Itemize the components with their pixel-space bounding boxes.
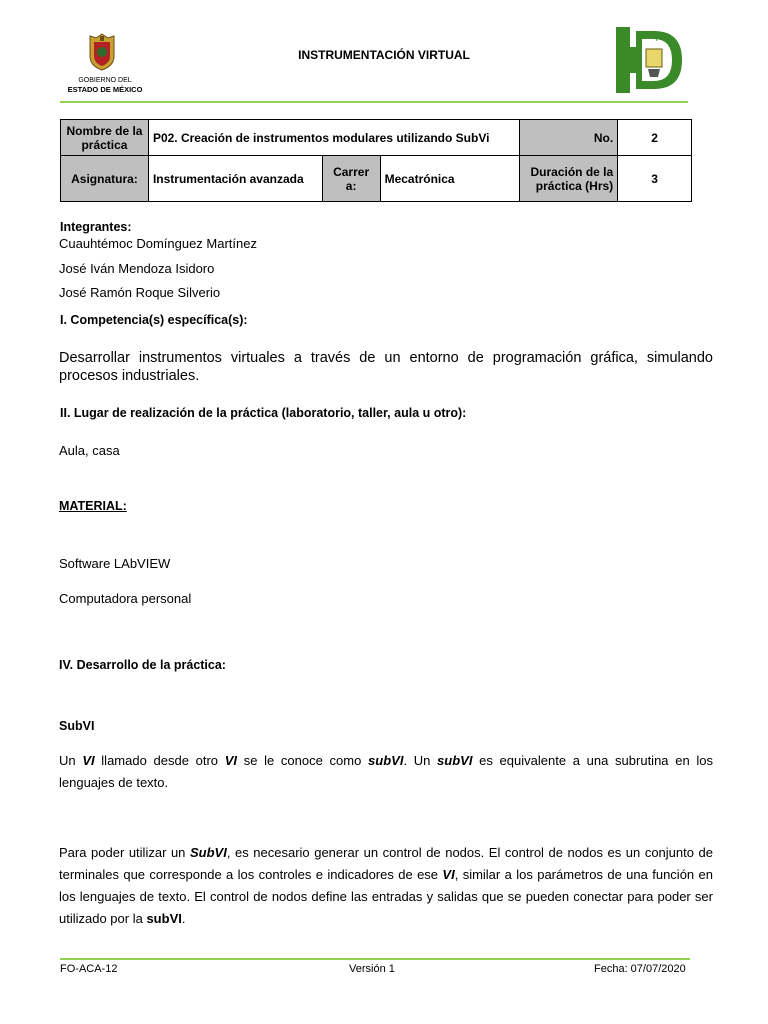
lugar-heading: II. Lugar de realización de la práctica (laboratorio, taller, aula u otro): bbox=[60, 406, 467, 420]
footer-divider bbox=[60, 958, 690, 960]
footer-code: FO-ACA-12 bbox=[60, 963, 118, 975]
government-logo-text bbox=[60, 76, 150, 95]
competencia-text: Desarrollar instrumentos virtuales a través de un entorno de programación gráfica, simulando procesos industriales. bbox=[59, 350, 713, 384]
member-3: José Ramón Roque Silverio bbox=[59, 285, 221, 300]
career-value: Mecatrónica bbox=[380, 156, 520, 202]
subject-label: Asignatura: bbox=[61, 156, 149, 202]
gov-line2: ESTADO DE MÉXICO bbox=[67, 85, 143, 94]
subvi-paragraph-1: Un VI llamado desde otro VI se le conoce como subVI. Un subVI es equivalente a una subrutina en los lenguajes de texto. bbox=[59, 753, 713, 790]
footer-version: Versión 1 bbox=[349, 963, 395, 975]
document-title: INSTRUMENTACIÓN VIRTUAL bbox=[298, 48, 470, 62]
duration-label: Duración de la práctica (Hrs) bbox=[520, 156, 618, 202]
svg-text:S: S bbox=[674, 56, 680, 65]
svg-text:I: I bbox=[668, 74, 671, 83]
lugar-text: Aula, casa bbox=[59, 443, 120, 458]
integrantes-heading: Integrantes: bbox=[60, 220, 132, 234]
competencia-heading: I. Competencia(s) específica(s): bbox=[60, 313, 248, 327]
svg-text:E: E bbox=[668, 40, 674, 49]
desarrollo-heading: IV. Desarrollo de la práctica: bbox=[59, 658, 226, 672]
tesi-logo-icon bbox=[614, 25, 686, 95]
career-label: Carrer a: bbox=[322, 156, 380, 202]
footer-date: Fecha: 07/07/2020 bbox=[594, 963, 686, 975]
gov-line1: GOBIERNO DEL bbox=[78, 77, 132, 84]
subject-value: Instrumentación avanzada bbox=[148, 156, 322, 202]
name-label: Nombre de la práctica bbox=[61, 120, 149, 156]
practice-info-table bbox=[60, 119, 692, 202]
material-item-1: Software LAbVIEW bbox=[59, 556, 171, 571]
header-divider bbox=[60, 101, 688, 103]
subvi-heading: SubVI bbox=[59, 719, 95, 733]
member-1: Cuauhtémoc Domínguez Martínez bbox=[59, 236, 257, 251]
material-item-2: Computadora personal bbox=[59, 591, 192, 606]
material-heading: MATERIAL: bbox=[59, 499, 127, 513]
name-value: P02. Creación de instrumentos modulares utilizando SubVi bbox=[148, 120, 519, 156]
no-value: 2 bbox=[618, 120, 692, 156]
member-2: José Iván Mendoza Isidoro bbox=[59, 261, 215, 276]
svg-text:T: T bbox=[654, 34, 659, 43]
subvi-paragraph-2: Para poder utilizar un SubVI, es necesario generar un control de nodos. El control de nodos es un conjunto de terminales que corresponde a los controles e indicadores de ese VI, similar a los parámetros de una función en los lenguajes de texto. El control de nodos define las entradas y salidas que se pueden conectar para poder ser utilizado por la subVI. bbox=[59, 845, 713, 926]
no-label: No. bbox=[520, 120, 618, 156]
duration-value: 3 bbox=[618, 156, 692, 202]
